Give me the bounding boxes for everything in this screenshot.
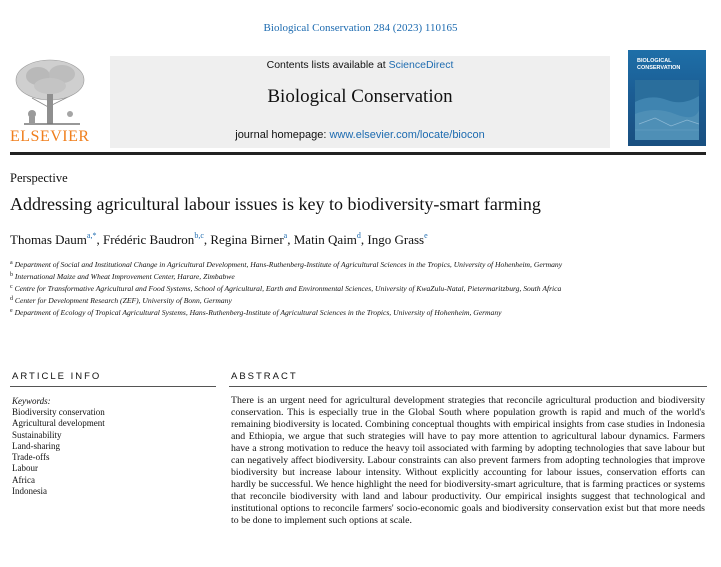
article-type: Perspective: [10, 171, 68, 185]
affiliation: $^e$ Department of Ecology of Tropical Agricultural Systems, Hans-Ruthenberg-Institute of Agricultural Sciences in the Tropics, University of Hohenheim, Germany: [10, 308, 502, 318]
article-info-heading: ARTICLE INFO: [12, 371, 102, 382]
author-affiliation-marker[interactable]: a: [283, 231, 288, 240]
journal-name: Biological Conservation: [267, 86, 453, 107]
sciencedirect-link[interactable]: ScienceDirect: [388, 59, 454, 71]
article-title: Addressing agricultural labour issues is key to biodiversity-smart farming: [10, 194, 541, 214]
journal-banner: [110, 56, 610, 148]
affiliation-list: [10, 258, 610, 318]
author-affiliation-marker[interactable]: d: [356, 231, 361, 240]
author-affiliation-marker[interactable]: e: [424, 231, 428, 240]
keyword: Trade-offs: [12, 452, 50, 463]
affiliation: $^c$ Centre for Transformative Agricultural and Food Systems, School of Agricultural, Earth and Environmental Sciences, University of KwaZulu-Natal, Pietermaritzburg, South Africa: [10, 284, 562, 294]
keyword: Biodiversity conservation: [12, 407, 105, 417]
author[interactable]: Ingo Grass$^e$: [367, 231, 428, 247]
cover-title: BIOLOGICAL CONSERVATION: [637, 58, 681, 71]
homepage-link[interactable]: www.elsevier.com/locate/biocon: [329, 129, 485, 141]
author[interactable]: Regina Birner$^a$: [210, 231, 288, 247]
header-divider: [10, 152, 706, 155]
keyword: Sustainability: [12, 429, 62, 440]
keyword: Labour: [12, 463, 38, 474]
keywords-label: Keywords:: [12, 396, 51, 406]
abstract-divider: [229, 386, 707, 387]
author-list: Thomas Daum$^{a,*}$, Frédéric Baudron$^{b,c}$, Regina Birner$^a$, Matin Qaim$^d$, Ingo Grass$^e$: [10, 231, 428, 247]
cover-photo-image: [635, 80, 699, 140]
author[interactable]: Thomas Daum$^{a,*}$: [10, 231, 97, 247]
author[interactable]: Frédéric Baudron$^{b,c}$: [102, 231, 204, 247]
contents-line: Contents lists available at ScienceDirect: [266, 59, 454, 71]
affiliation: $^a$ Department of Social and Institutional Change in Agricultural Development, Hans-Ruthenberg-Institute of Agricultural Sciences in the Tropics, University of Hohenheim, Germany: [10, 260, 563, 269]
author[interactable]: Matin Qaim$^d$: [293, 231, 361, 247]
author-affiliation-marker[interactable]: b,c: [194, 231, 204, 240]
affiliation: $^b$ International Maize and Wheat Improvement Center, Harare, Zimbabwe: [10, 272, 235, 282]
journal-cover-thumbnail[interactable]: [628, 50, 706, 146]
elsevier-wordmark[interactable]: ELSEVIER: [10, 128, 90, 145]
author-affiliation-marker[interactable]: a,*: [86, 231, 97, 240]
abstract-heading: ABSTRACT: [231, 371, 298, 382]
keyword-list: [12, 407, 105, 497]
keyword: Land-sharing: [12, 440, 60, 451]
homepage-line: journal homepage: www.elsevier.com/locate/biocon: [235, 129, 485, 141]
abstract-text: There is an urgent need for agricultural development strategies that reconcile agricultural production and biodiversity conservation. This is especially true in the Global South where population growth is rapid and much of the world's remaining biodiversity is located. Combining conceptual thoughts with empirical insights from case studies in Indonesia and Ethiopia, we argue that such strategies will have to pay more attention to agricultural labour dynamics. Farmers have a strong motivation to reduce the heavy toil associated with farming by adopting technologies that save labour but can negatively affect biodiversity. Labour constraints can also prevent farmers from adopting technologies that improve biodiversity but increase labour intensity. Without explicitly accounting for labour issues, conservation efforts can hardly be successful. We hence highlight the need for biodiversity-smart agriculture, that is farming practices or systems that reconcile biodiversity with land and labour productivity. Our empirical insights suggest that technological and institutional options to reconcile farmers' socio-economic goals and biodiversity conservation exist but that more needs to be done to implement such options at scale.: [231, 395, 705, 527]
affiliation: $^d$ Center for Development Research (ZEF), University of Bonn, Germany: [10, 296, 232, 306]
keyword: Agricultural development: [12, 418, 105, 429]
article-info-divider: [10, 386, 216, 387]
keyword: Indonesia: [12, 486, 47, 497]
keyword: Africa: [12, 474, 35, 485]
journal-citation[interactable]: Biological Conservation 284 (2023) 110165: [263, 22, 458, 34]
